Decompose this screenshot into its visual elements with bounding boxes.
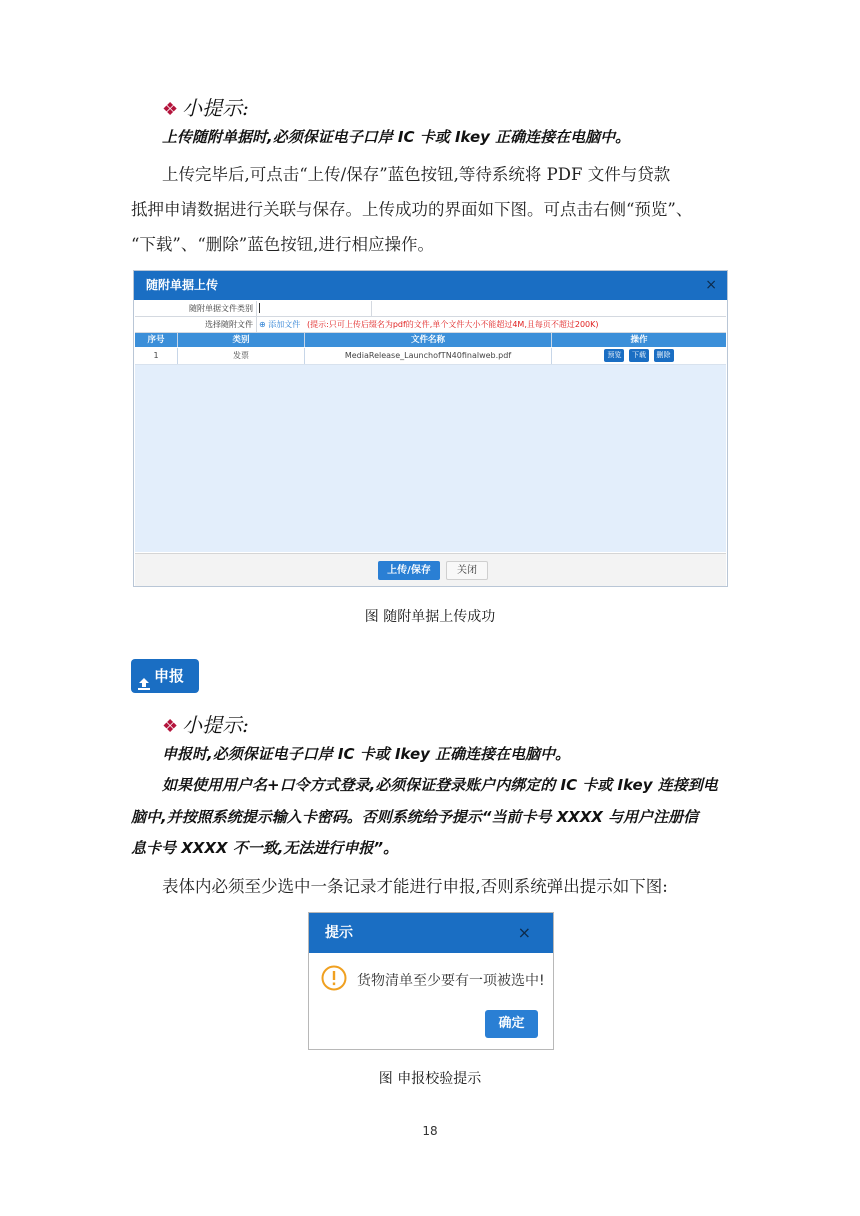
- add-file-button[interactable]: ⊕ 添加文件: [259, 320, 301, 329]
- field-label: 随附单据文件类别: [189, 304, 253, 313]
- grid-empty-area: [135, 365, 726, 552]
- table-row[interactable]: [135, 348, 726, 365]
- dialog-title: 提示: [325, 925, 353, 941]
- field-label: 选择随附文件: [205, 320, 253, 329]
- paragraph-line: 抵押申请数据进行关联与保存。上传成功的界面如下图。可点击右侧“预览”、: [131, 200, 693, 219]
- declare-label: 申报: [154, 667, 185, 685]
- column-header: 序号: [135, 333, 178, 347]
- preview-button[interactable]: 预览: [604, 349, 624, 362]
- text-cursor: [259, 303, 260, 313]
- diamond-icon: ❖: [162, 716, 179, 737]
- upload-save-button[interactable]: 上传/保存: [378, 561, 440, 580]
- form-row-type: [135, 301, 726, 317]
- row-category: 发票: [178, 348, 305, 364]
- paragraph-line: “下载”、“删除”蓝色按钮,进行相应操作。: [131, 235, 434, 254]
- alert-dialog: [308, 912, 554, 1050]
- dialog-titlebar: [309, 913, 553, 953]
- column-header: 文件名称: [305, 333, 552, 347]
- column-header: 类别: [178, 333, 305, 347]
- tip-line: 申报时,必须保证电子口岸 IC 卡或 Ikey 正确连接在电脑中。: [162, 745, 571, 763]
- row-filename: MediaRelease_LaunchofTN40finalweb.pdf: [305, 348, 552, 364]
- download-button[interactable]: 下载: [629, 349, 649, 362]
- close-icon[interactable]: ×: [517, 923, 531, 942]
- tip-heading: ❖ 小提示:: [162, 713, 249, 737]
- close-button[interactable]: 关闭: [446, 561, 488, 580]
- upload-dialog: [133, 270, 728, 587]
- declare-button[interactable]: [131, 659, 199, 693]
- form-row-file: [135, 317, 726, 333]
- warning-icon: [321, 965, 347, 991]
- row-actions: [552, 348, 726, 364]
- paragraph-line: 上传完毕后,可点击“上传/保存”蓝色按钮,等待系统将 PDF 文件与贷款: [162, 165, 671, 184]
- tip-line: 息卡号 XXXX 不一致,无法进行申报”。: [131, 839, 399, 857]
- grid-header: [135, 333, 726, 347]
- dialog-titlebar: [134, 271, 727, 300]
- upload-icon: [137, 669, 151, 683]
- row-number: 1: [135, 348, 178, 364]
- tip-heading: ❖ 小提示:: [162, 96, 249, 120]
- paragraph-line: 表体内必须至少选中一条记录才能进行申报,否则系统弹出提示如下图:: [162, 877, 668, 896]
- dialog-title: 随附单据上传: [146, 278, 219, 292]
- figure-caption: 图 随附单据上传成功: [364, 609, 496, 625]
- diamond-icon: ❖: [162, 99, 179, 120]
- tip-line: 上传随附单据时,必须保证电子口岸 IC 卡或 Ikey 正确连接在电脑中。: [162, 128, 631, 146]
- plus-circle-icon: ⊕: [259, 320, 266, 329]
- tip-line: 脑中,并按照系统提示输入卡密码。否则系统给予提示“当前卡号 XXXX 与用户注册信: [131, 808, 699, 826]
- close-icon[interactable]: ×: [705, 277, 717, 293]
- dialog-footer: [135, 553, 726, 586]
- figure-caption: 图 申报校验提示: [378, 1071, 482, 1087]
- ok-button[interactable]: 确定: [485, 1010, 538, 1038]
- page-number: 18: [422, 1124, 438, 1138]
- upload-hint: (提示:只可上传后缀名为pdf的文件,单个文件大小不能超过4M,且每页不超过200K): [307, 320, 599, 329]
- column-header: 操作: [630, 335, 648, 345]
- alert-message: 货物清单至少要有一项被选中!: [357, 973, 545, 989]
- delete-button[interactable]: 删除: [654, 349, 674, 362]
- tip-line: 如果使用用户名+口令方式登录,必须保证登录账户内绑定的 IC 卡或 Ikey 连接到电: [162, 776, 718, 794]
